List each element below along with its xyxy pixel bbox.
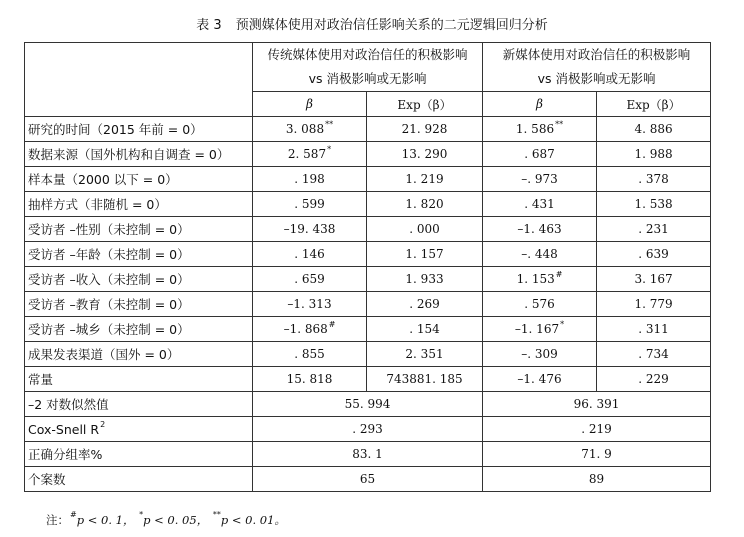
row-label: [25, 267, 253, 292]
table-row: [25, 342, 711, 367]
row-label: [25, 192, 253, 217]
new-beta-cell-significance: **: [555, 120, 564, 129]
row-label: [25, 342, 253, 367]
traditional-stat-cell: [253, 442, 483, 467]
traditional-exp-cell: [367, 192, 483, 217]
row-label-value: 样本量（2000 以下 = 0）: [28, 172, 178, 187]
new-exp-cell-value: . 378: [638, 172, 669, 186]
new-exp-cell: [597, 242, 711, 267]
traditional-stat-cell-value: 83. 1: [352, 447, 383, 461]
row-label: [25, 142, 253, 167]
traditional-stat-cell-value: 65: [359, 472, 376, 486]
new-stat-cell: [483, 467, 711, 492]
regression-table: [24, 42, 711, 492]
new-beta-cell-value: –1. 476: [517, 372, 562, 386]
new-exp-cell: [597, 267, 711, 292]
new-exp-cell: [597, 217, 711, 242]
traditional-beta-cell-value: . 146: [294, 247, 325, 261]
row-label-value: 受访者 –性别（未控制 = 0）: [28, 222, 190, 237]
traditional-exp-cell-value: 2. 351: [405, 347, 444, 361]
traditional-stat-cell: [253, 467, 483, 492]
header-exp-2: Exp（β）: [597, 92, 711, 117]
traditional-exp-cell-value: 1. 219: [405, 172, 444, 186]
new-exp-cell-value: . 231: [638, 222, 669, 236]
table-caption: [0, 14, 744, 33]
traditional-exp-cell: [367, 167, 483, 192]
new-stat-cell-value: 96. 391: [573, 397, 620, 411]
traditional-beta-cell-value: –19. 438: [283, 222, 336, 236]
traditional-exp-cell-value: 1. 157: [405, 247, 444, 261]
traditional-beta-cell-value: . 659: [294, 272, 325, 286]
traditional-beta-cell-significance: *: [327, 145, 332, 154]
new-beta-cell-value: –. 448: [521, 247, 558, 261]
traditional-beta-cell: [253, 317, 367, 342]
header-traditional-line1: 传统媒体使用对政治信任的积极影响: [267, 47, 468, 62]
stats-row: [25, 392, 711, 417]
row-label: [25, 117, 253, 142]
row-label: [25, 242, 253, 267]
traditional-exp-cell: [367, 342, 483, 367]
new-exp-cell: [597, 367, 711, 392]
stats-label-value: 正确分组率%: [28, 447, 103, 462]
new-beta-cell: [483, 142, 597, 167]
new-beta-cell: [483, 217, 597, 242]
stats-label-value: Cox-Snell R: [28, 421, 100, 437]
traditional-beta-cell-value: –1. 868: [283, 322, 328, 336]
traditional-exp-cell-value: 743881. 185: [386, 372, 463, 386]
traditional-exp-cell: [367, 117, 483, 142]
traditional-beta-cell: [253, 142, 367, 167]
new-beta-cell: [483, 317, 597, 342]
header-exp-1: Exp（β）: [367, 92, 483, 117]
new-beta-cell-significance: *: [560, 320, 565, 329]
traditional-beta-cell: [253, 167, 367, 192]
stats-row: [25, 467, 711, 492]
new-stat-cell-value: . 219: [581, 422, 612, 436]
header-new-line1: 新媒体使用对政治信任的积极影响: [502, 47, 691, 62]
new-stat-cell-value: 89: [588, 472, 605, 486]
significance-note: [46, 512, 286, 528]
stats-label-value: –2 对数似然值: [28, 397, 109, 412]
header-new-media: [483, 43, 711, 92]
note-prefix: 注：: [46, 513, 69, 527]
row-label-value: 研究的时间（2015 年前 = 0）: [28, 122, 203, 137]
traditional-exp-cell-value: 1. 933: [405, 272, 444, 286]
new-exp-cell: [597, 292, 711, 317]
traditional-exp-cell-value: . 000: [409, 222, 440, 236]
new-exp-cell: [597, 192, 711, 217]
new-beta-cell-value: . 431: [524, 197, 555, 211]
traditional-beta-cell: [253, 267, 367, 292]
header-new-line2: vs 消极影响或无影响: [537, 71, 656, 86]
new-beta-cell: [483, 192, 597, 217]
traditional-beta-cell-value: . 855: [294, 347, 325, 361]
traditional-stat-cell-value: 55. 994: [344, 397, 391, 411]
note-text-3: p < 0. 01。: [220, 513, 286, 527]
new-beta-cell: [483, 367, 597, 392]
note-mark-2: *: [139, 510, 144, 519]
new-exp-cell-value: . 639: [638, 247, 669, 261]
traditional-exp-cell-value: . 269: [409, 297, 440, 311]
new-exp-cell-value: 1. 988: [634, 147, 673, 161]
traditional-stat-cell-value: . 293: [352, 422, 383, 436]
new-beta-cell: [483, 342, 597, 367]
new-exp-cell-value: 3. 167: [634, 272, 673, 286]
traditional-exp-cell: [367, 317, 483, 342]
new-exp-cell-value: . 734: [638, 347, 669, 361]
table-row: [25, 117, 711, 142]
table-row: [25, 267, 711, 292]
new-beta-cell-value: –1. 167: [514, 322, 560, 336]
header-traditional-media: [253, 43, 483, 92]
row-label-value: 数据来源（国外机构和自调查 = 0）: [28, 147, 230, 162]
table-row: [25, 142, 711, 167]
note-text-2: p < 0. 05，: [143, 513, 209, 527]
traditional-beta-cell: [253, 367, 367, 392]
new-exp-cell-value: 1. 779: [634, 297, 673, 311]
traditional-beta-cell-value: . 198: [294, 172, 325, 186]
table-number: 表 3: [196, 18, 222, 33]
traditional-beta-cell-value: 15. 818: [286, 372, 333, 386]
row-label: [25, 292, 253, 317]
new-beta-cell-value: –. 309: [521, 347, 558, 361]
table-row: [25, 242, 711, 267]
traditional-beta-cell-value: . 599: [294, 197, 325, 211]
traditional-beta-cell: [253, 242, 367, 267]
new-stat-cell-value: 71. 9: [581, 447, 612, 461]
header-beta-2: β: [483, 92, 597, 117]
header-empty-cell: [25, 43, 253, 117]
stats-label-significance: 2: [100, 419, 106, 429]
new-exp-cell: [597, 167, 711, 192]
new-exp-cell-value: 4. 886: [634, 122, 673, 136]
row-label-value: 抽样方式（非随机 = 0）: [28, 197, 167, 212]
traditional-beta-cell: [253, 217, 367, 242]
row-label-value: 受访者 –收入（未控制 = 0）: [28, 272, 190, 287]
new-stat-cell: [483, 442, 711, 467]
traditional-beta-cell-value: 2. 587: [287, 147, 327, 161]
new-exp-cell: [597, 142, 711, 167]
new-exp-cell: [597, 342, 711, 367]
traditional-beta-cell: [253, 342, 367, 367]
new-exp-cell: [597, 317, 711, 342]
new-beta-cell-value: 1. 586: [515, 122, 555, 136]
new-beta-cell: [483, 267, 597, 292]
table-row: [25, 217, 711, 242]
new-stat-cell: [483, 392, 711, 417]
new-exp-cell: [597, 117, 711, 142]
traditional-exp-cell-value: 21. 928: [401, 122, 448, 136]
stats-row: [25, 417, 711, 442]
traditional-beta-cell-significance: #: [328, 320, 336, 329]
traditional-exp-cell: [367, 292, 483, 317]
traditional-beta-cell-value: 3. 088: [285, 122, 325, 136]
traditional-exp-cell: [367, 217, 483, 242]
table-row: [25, 317, 711, 342]
table-row: [25, 292, 711, 317]
stats-label: [25, 467, 253, 492]
traditional-exp-cell-value: . 154: [409, 322, 440, 336]
new-beta-cell-value: . 576: [524, 297, 555, 311]
traditional-beta-cell-significance: **: [325, 120, 334, 129]
traditional-stat-cell: [253, 417, 483, 442]
table-row: [25, 367, 711, 392]
new-beta-cell-value: –1. 463: [517, 222, 562, 236]
header-beta-1: β: [253, 92, 367, 117]
row-label-value: 受访者 –教育（未控制 = 0）: [28, 297, 190, 312]
traditional-beta-cell: [253, 192, 367, 217]
row-label: [25, 217, 253, 242]
row-label-value: 受访者 –城乡（未控制 = 0）: [28, 322, 190, 337]
traditional-exp-cell-value: 1. 820: [405, 197, 444, 211]
table-title: 预测媒体使用对政治信任影响关系的二元逻辑回归分析: [235, 18, 548, 33]
new-exp-cell-value: . 311: [638, 322, 669, 336]
table-row: [25, 167, 711, 192]
traditional-exp-cell-value: 13. 290: [401, 147, 448, 161]
traditional-exp-cell: [367, 242, 483, 267]
traditional-exp-cell: [367, 267, 483, 292]
note-mark-1: #: [70, 510, 77, 519]
row-label: [25, 167, 253, 192]
new-exp-cell-value: 1. 538: [634, 197, 673, 211]
new-beta-cell-significance: #: [555, 270, 563, 279]
new-beta-cell: [483, 167, 597, 192]
new-beta-cell: [483, 242, 597, 267]
row-label: [25, 367, 253, 392]
header-group-row: [25, 43, 711, 92]
new-beta-cell-value: –. 973: [521, 172, 558, 186]
traditional-beta-cell-value: –1. 313: [287, 297, 332, 311]
traditional-exp-cell: [367, 142, 483, 167]
note-mark-3: **: [212, 510, 221, 519]
traditional-stat-cell: [253, 392, 483, 417]
traditional-beta-cell: [253, 117, 367, 142]
table-row: [25, 192, 711, 217]
traditional-beta-cell: [253, 292, 367, 317]
row-label-value: 成果发表渠道（国外 = 0）: [28, 347, 180, 362]
row-label: [25, 317, 253, 342]
stats-label: [25, 442, 253, 467]
new-beta-cell-value: . 687: [524, 147, 555, 161]
new-beta-cell: [483, 117, 597, 142]
stats-label: [25, 417, 253, 442]
row-label-value: 受访者 –年龄（未控制 = 0）: [28, 247, 190, 262]
new-beta-cell: [483, 292, 597, 317]
stats-label-value: 个案数: [28, 472, 66, 487]
row-label-value: 常量: [28, 372, 54, 387]
new-beta-cell-value: 1. 153: [516, 272, 555, 286]
traditional-exp-cell: [367, 367, 483, 392]
header-traditional-line2: vs 消极影响或无影响: [308, 71, 427, 86]
stats-row: [25, 442, 711, 467]
stats-label: [25, 392, 253, 417]
new-stat-cell: [483, 417, 711, 442]
new-exp-cell-value: . 229: [638, 372, 669, 386]
note-text-1: p < 0. 1，: [76, 513, 135, 527]
